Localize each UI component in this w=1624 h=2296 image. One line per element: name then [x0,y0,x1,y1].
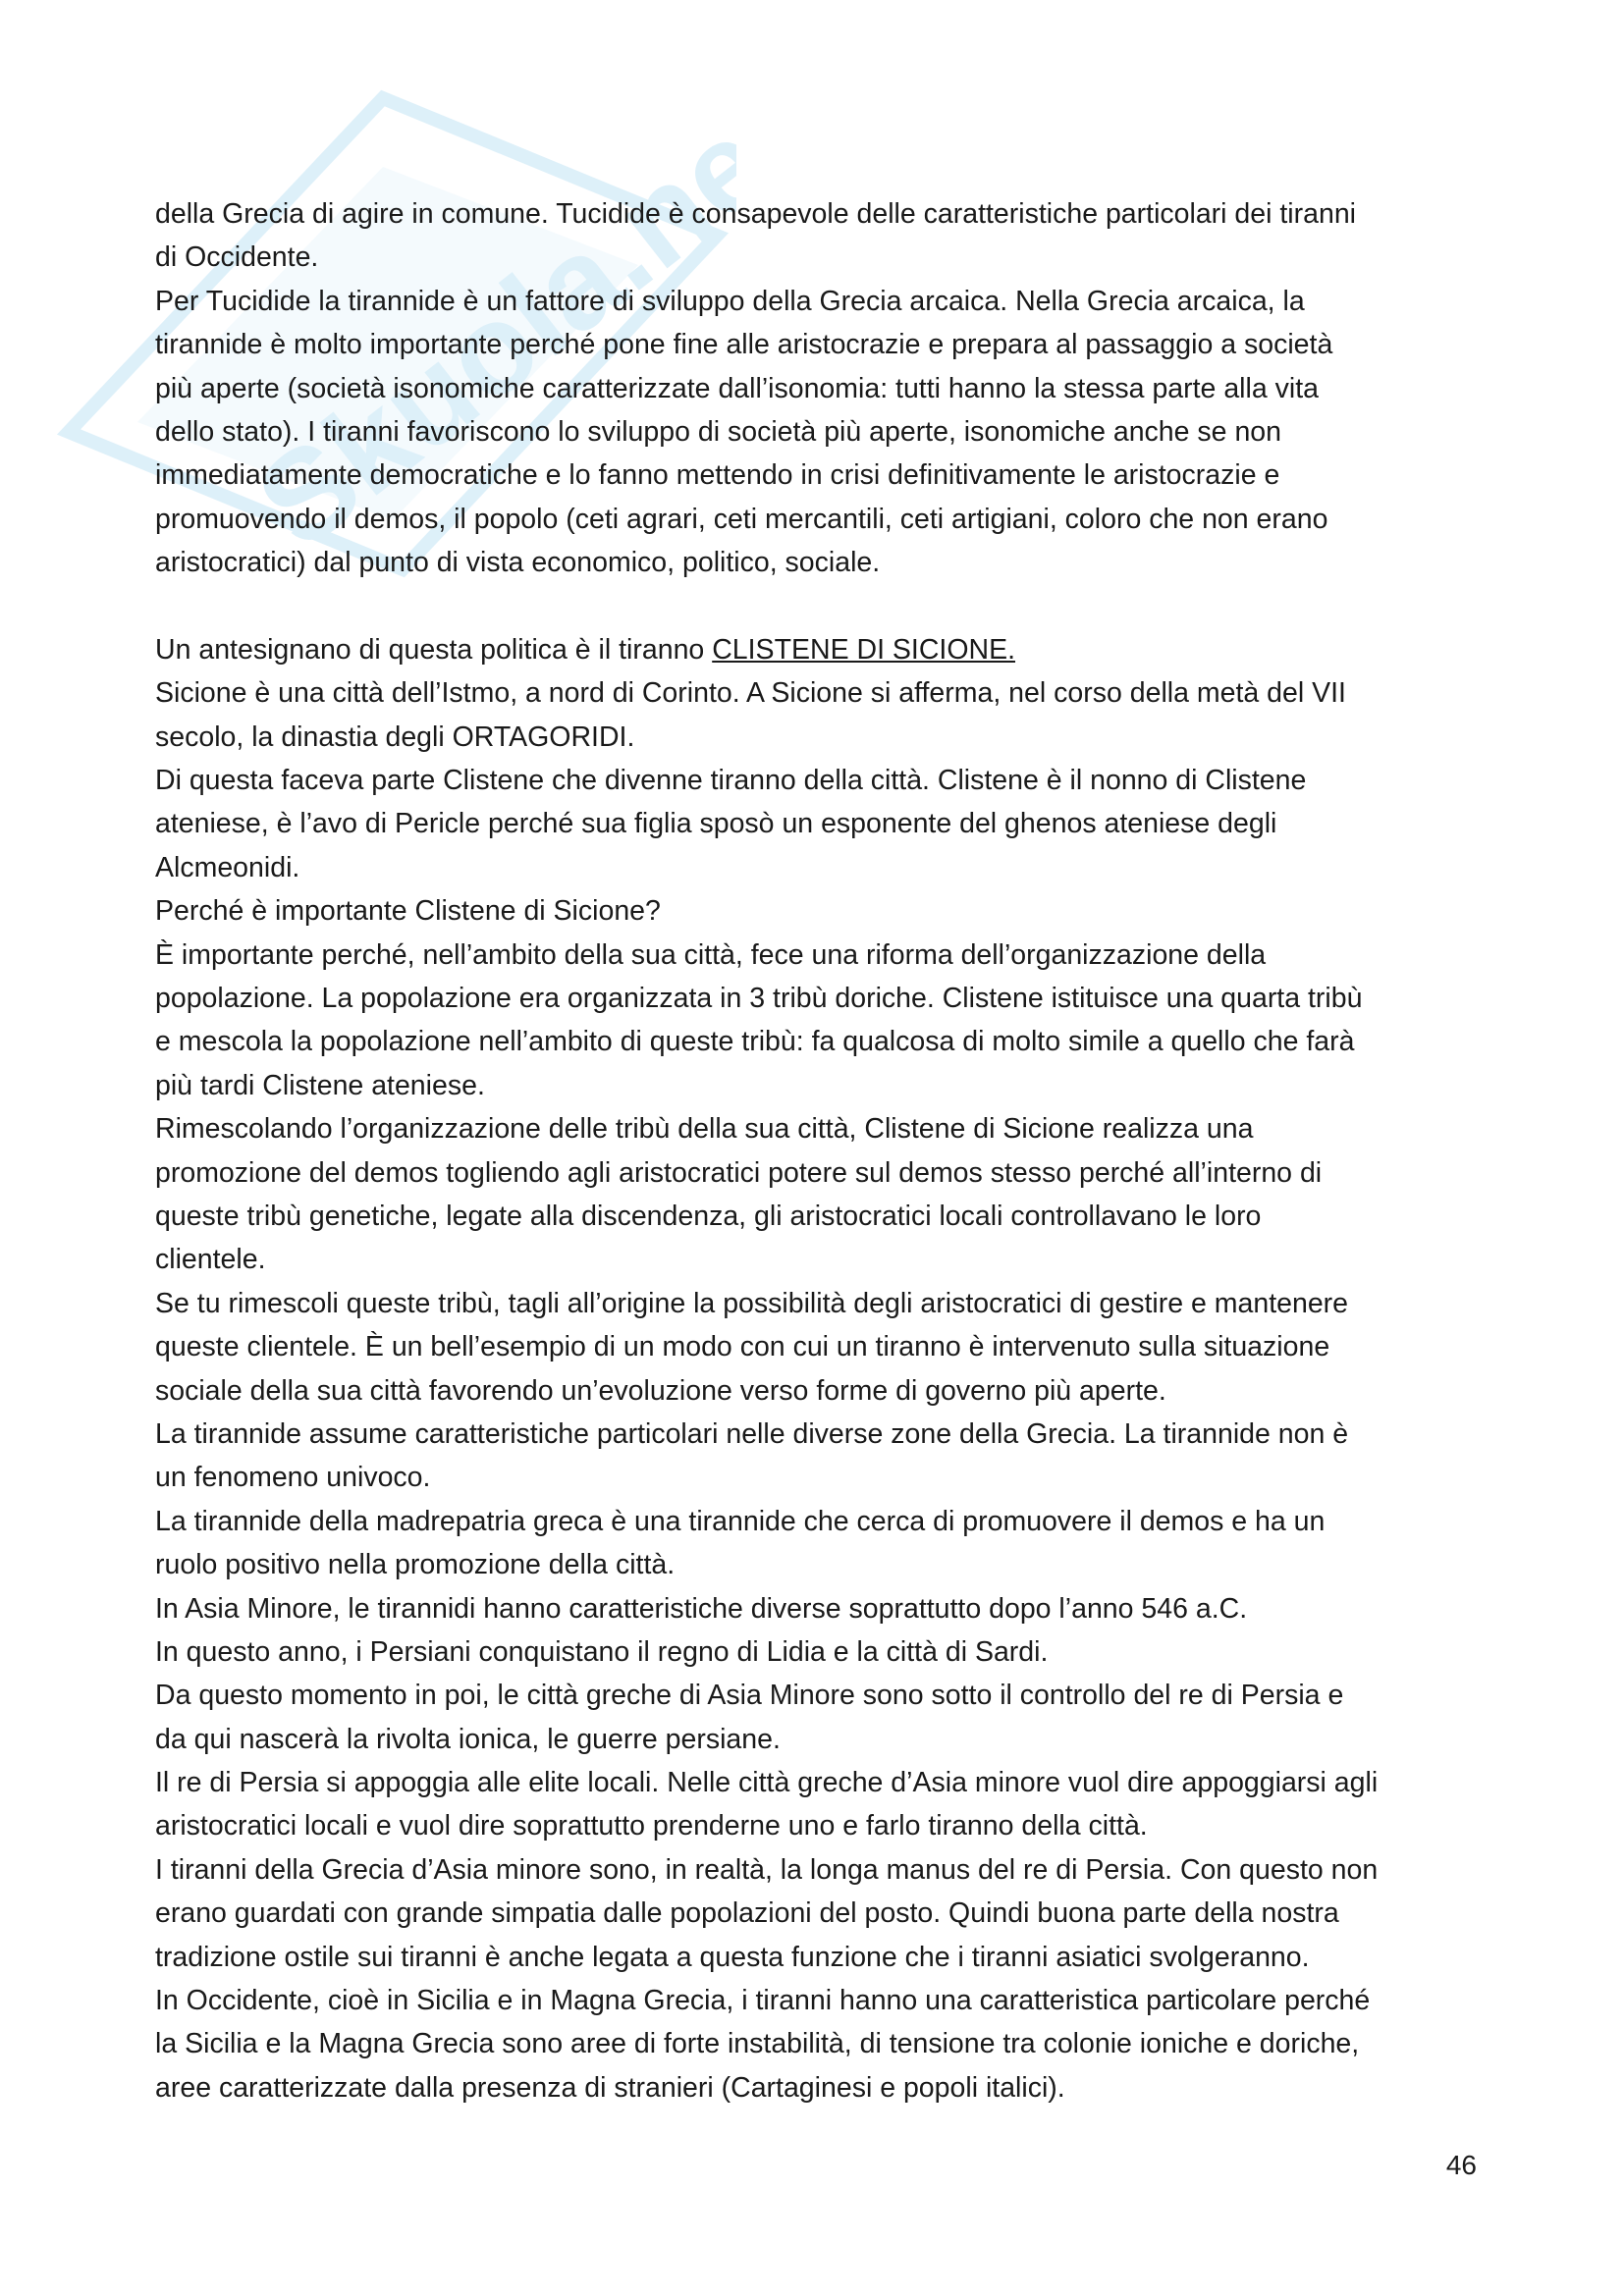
text-line: secolo, la dinastia degli ORTAGORIDI. [155,721,635,753]
text-line: tirannide è molto importante perché pone fine alle aristocrazie e prepara al passaggio a società [155,329,1333,361]
text-line: Perché è importante Clistene di Sicione? [155,895,661,928]
text-line: sociale della sua città favorendo un’evoluzione verso forme di governo più aperte. [155,1374,1166,1407]
document-body [155,192,1481,2109]
text-line: In Asia Minore, le tirannidi hanno caratteristiche diverse soprattutto dopo l’anno 546 a.C. [155,1592,1248,1625]
text-line: queste clientele. È un bell’esempio di un modo con cui un tiranno è intervenuto sulla situazione [155,1331,1330,1363]
text-line: la Sicilia e la Magna Grecia sono aree di forte instabilità, di tensione tra colonie ioniche e doriche, [155,2028,1360,2060]
text-line: ruolo positivo nella promozione della città. [155,1549,676,1581]
text-line: queste tribù genetiche, legate alla discendenza, gli aristocratici locali controllavano le loro [155,1200,1262,1232]
text-line: e mescola la popolazione nell’ambito di queste tribù: fa qualcosa di molto simile a quello che farà [155,1026,1355,1058]
text-line: Sicione è una città dell’Istmo, a nord di Corinto. A Sicione si afferma, nel corso della metà del VII [155,677,1346,710]
text-line: immediatamente democratiche e lo fanno mettendo in crisi definitivamente le aristocrazie e [155,459,1280,492]
text-line: più tardi Clistene ateniese. [155,1069,485,1101]
text-line: È importante perché, nell’ambito della sua città, fece una riforma dell’organizzazione della [155,938,1267,971]
text-line: erano guardati con grande simpatia dalle popolazioni del posto. Quindi buona parte della nostra [155,1897,1339,1930]
text-line: tradizione ostile sui tiranni è anche legata a questa funzione che i tiranni asiatici svolgeranno. [155,1941,1310,1973]
text-line: un fenomeno univoco. [155,1462,431,1494]
text-line: promuovendo il demos, il popolo (ceti agrari, ceti mercantili, ceti artigiani, coloro che non erano [155,503,1328,535]
text-line: La tirannide della madrepatria greca è una tirannide che cerca di promuovere il demos e ha un [155,1505,1326,1537]
text-line-lead: Un antesignano di questa politica è il tiranno [155,633,713,666]
text-line: di Occidente. [155,241,319,274]
text-line: La tirannide assume caratteristiche particolari nelle diverse zone della Grecia. La tirannide non è [155,1417,1349,1450]
text-line: In questo anno, i Persiani conquistano il regno di Lidia e la città di Sardi. [155,1635,1049,1668]
text-line: popolazione. La popolazione era organizzata in 3 tribù doriche. Clistene istituisce una quarta tribù [155,983,1363,1015]
text-line: aristocratici locali e vuol dire soprattutto prenderne uno e farlo tiranno della città. [155,1810,1148,1842]
text-line: aristocratici) dal punto di vista economico, politico, sociale. [155,547,881,579]
text-line: ateniese, è l’avo di Pericle perché sua figlia sposò un esponente del ghenos ateniese degli [155,808,1277,840]
text-line: più aperte (società isonomiche caratterizzate dall’isonomia: tutti hanno la stessa parte alla vita [155,372,1319,404]
text-line: I tiranni della Grecia d’Asia minore sono, in realtà, la longa manus del re di Persia. Con questo non [155,1853,1379,1886]
underlined-name: CLISTENE DI SICIONE. [712,633,1016,666]
text-line: Per Tucidide la tirannide è un fattore di sviluppo della Grecia arcaica. Nella Grecia arcaica, la [155,285,1305,317]
text-line: Il re di Persia si appoggia alle elite locali. Nelle città greche d’Asia minore vuol dire appoggiarsi agli [155,1767,1379,1799]
text-line: da qui nascerà la rivolta ionica, le guerre persiane. [155,1723,781,1755]
text-line: Alcmeonidi. [155,851,300,883]
text-line: Di questa faceva parte Clistene che divenne tiranno della città. Clistene è il nonno di Clistene [155,765,1307,797]
text-line: In Occidente, cioè in Sicilia e in Magna Grecia, i tiranni hanno una caratteristica particolare perché [155,1985,1371,2017]
text-line: promozione del demos togliendo agli aristocratici potere sul demos stesso perché all’interno di [155,1156,1323,1189]
text-line: Rimescolando l’organizzazione delle tribù della sua città, Clistene di Sicione realizza una [155,1113,1254,1146]
paragraph-gap [155,585,1481,628]
text-line-heading [155,628,1481,671]
text-line: Se tu rimescoli queste tribù, tagli all’origine la possibilità degli aristocratici di gestire e mantenere [155,1287,1349,1319]
text-line: dello stato). I tiranni favoriscono lo sviluppo di società più aperte, isonomiche anche se non [155,415,1281,448]
text-line: Da questo momento in poi, le città greche di Asia Minore sono sotto il controllo del re di Persia e [155,1680,1344,1712]
text-line: aree caratterizzate dalla presenza di stranieri (Cartaginesi e popoli italici). [155,2071,1065,2104]
watermark-text: Skuola.net [231,64,736,575]
text-line: clientele. [155,1244,266,1276]
page-number: 46 [1445,2150,1477,2180]
text-line: della Grecia di agire in comune. Tucidide è consapevole delle caratteristiche particolari dei tiranni [155,198,1356,230]
